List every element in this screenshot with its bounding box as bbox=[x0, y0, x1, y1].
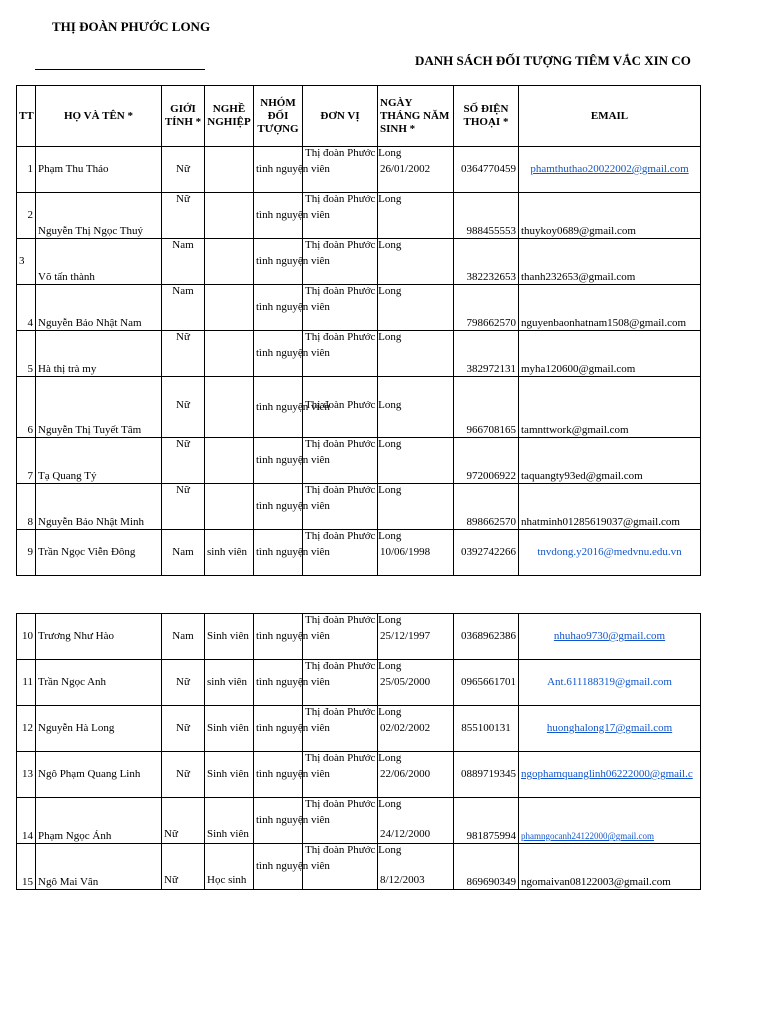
table-row bbox=[17, 530, 701, 576]
row-group: tình nguyện viên bbox=[254, 798, 303, 844]
row-sex: Nữ bbox=[162, 193, 205, 239]
row-group: tình nguyện viên bbox=[254, 660, 303, 706]
row-stt: 13 bbox=[17, 752, 36, 798]
row-group: tình nguyện viên bbox=[254, 147, 303, 193]
row-group: tình nguyện viên bbox=[254, 438, 303, 484]
table-row bbox=[17, 706, 701, 752]
row-job bbox=[205, 438, 254, 484]
row-phone: 0889719345 bbox=[454, 752, 519, 798]
table-row bbox=[17, 484, 701, 530]
row-job: Học sinh bbox=[205, 844, 254, 890]
row-stt: 6 bbox=[17, 377, 36, 438]
table-header-row bbox=[17, 86, 701, 147]
row-group: tình nguyện viên bbox=[254, 239, 303, 285]
row-group: tình nguyện viên bbox=[254, 614, 303, 660]
row-name: Nguyễn Thị Ngọc Thuý bbox=[36, 193, 162, 239]
row-job bbox=[205, 285, 254, 331]
row-phone: 966708165 bbox=[454, 377, 519, 438]
row-email: nhatminh01285619037@gmail.com bbox=[519, 484, 701, 530]
row-email: nguyenbaonhatnam1508@gmail.com bbox=[519, 285, 701, 331]
row-group: tình nguyện viên bbox=[254, 484, 303, 530]
row-email: myha120600@gmail.com bbox=[519, 331, 701, 377]
row-stt: 8 bbox=[17, 484, 36, 530]
row-unit: Thị đoàn Phước Long bbox=[303, 377, 378, 438]
row-name: Phạm Ngọc Ánh bbox=[36, 798, 162, 844]
row-group: tình nguyện viên bbox=[254, 331, 303, 377]
row-email-link[interactable]: phamthuthao20022002@gmail.com bbox=[519, 147, 701, 193]
row-sex: Nữ bbox=[162, 438, 205, 484]
row-dob: 02/02/2002 bbox=[378, 706, 454, 752]
row-email-link[interactable]: Ant.611188319@gmail.com bbox=[519, 660, 701, 706]
row-phone: 0368962386 bbox=[454, 614, 519, 660]
row-name: Nguyễn Thị Tuyết Tâm bbox=[36, 377, 162, 438]
row-unit: Thị đoàn Phước Long bbox=[303, 706, 378, 752]
row-unit: Thị đoàn Phước Long bbox=[303, 614, 378, 660]
row-sex: Nữ bbox=[162, 484, 205, 530]
signature-underline bbox=[35, 69, 205, 70]
row-stt: 1 bbox=[17, 147, 36, 193]
row-stt: 10 bbox=[17, 614, 36, 660]
row-group: tình nguyện viên bbox=[254, 530, 303, 576]
row-phone: 382972131 bbox=[454, 331, 519, 377]
row-job: sinh viên bbox=[205, 530, 254, 576]
row-email-link[interactable]: nhuhao9730@gmail.com bbox=[519, 614, 701, 660]
row-dob: 25/05/2000 bbox=[378, 660, 454, 706]
table-row bbox=[17, 331, 701, 377]
row-job: Sinh viên bbox=[205, 798, 254, 844]
row-phone: 898662570 bbox=[454, 484, 519, 530]
row-name: Võ tấn thành bbox=[36, 239, 162, 285]
row-phone: 798662570 bbox=[454, 285, 519, 331]
row-phone: 981875994 bbox=[454, 798, 519, 844]
column-header-sex: GIỚI TÍNH * bbox=[162, 86, 205, 147]
row-unit: Thị đoàn Phước Long bbox=[303, 660, 378, 706]
row-stt: 3 bbox=[17, 239, 36, 285]
row-stt: 11 bbox=[17, 660, 36, 706]
row-job: Sinh viên bbox=[205, 752, 254, 798]
row-unit: Thị đoàn Phước Long bbox=[303, 331, 378, 377]
row-job bbox=[205, 377, 254, 438]
row-name: Tạ Quang Tý bbox=[36, 438, 162, 484]
row-group: tình nguyện viên bbox=[254, 752, 303, 798]
row-phone: 869690349 bbox=[454, 844, 519, 890]
row-name: Nguyễn Hà Long bbox=[36, 706, 162, 752]
table-row bbox=[17, 798, 701, 844]
row-sex: Nam bbox=[162, 285, 205, 331]
row-sex: Nữ bbox=[162, 331, 205, 377]
row-unit: Thị đoàn Phước Long bbox=[303, 752, 378, 798]
table-row bbox=[17, 239, 701, 285]
row-phone: 0364770459 bbox=[454, 147, 519, 193]
row-job: Sinh viên bbox=[205, 706, 254, 752]
row-stt: 5 bbox=[17, 331, 36, 377]
row-sex: Nữ bbox=[162, 147, 205, 193]
row-email: tamnttwork@gmail.com bbox=[519, 377, 701, 438]
row-group: tình nguyện viên bbox=[254, 377, 303, 438]
row-sex: Nam bbox=[162, 614, 205, 660]
table-row bbox=[17, 614, 701, 660]
column-header-email: EMAIL bbox=[519, 86, 701, 147]
column-header-stt: TT bbox=[17, 86, 36, 147]
table-row bbox=[17, 844, 701, 890]
row-unit: Thị đoàn Phước Long bbox=[303, 844, 378, 890]
row-phone: 0965661701 bbox=[454, 660, 519, 706]
row-sex: Nữ bbox=[162, 752, 205, 798]
row-unit: Thị đoàn Phước Long bbox=[303, 484, 378, 530]
row-stt: 12 bbox=[17, 706, 36, 752]
row-group: tình nguyện viên bbox=[254, 193, 303, 239]
row-group: tình nguyện viên bbox=[254, 706, 303, 752]
row-unit: Thị đoàn Phước Long bbox=[303, 147, 378, 193]
column-header-phone: SỐ ĐIỆN THOẠI * bbox=[454, 86, 519, 147]
row-sex: Nữ bbox=[162, 706, 205, 752]
row-email: thanh232653@gmail.com bbox=[519, 239, 701, 285]
document-title: DANH SÁCH ĐỐI TƯỢNG TIÊM VẮC XIN CO bbox=[415, 53, 691, 68]
row-stt: 4 bbox=[17, 285, 36, 331]
row-dob: 8/12/2003 bbox=[378, 844, 454, 890]
row-name: Ngô Phạm Quang Linh bbox=[36, 752, 162, 798]
row-job: Sinh viên bbox=[205, 614, 254, 660]
row-unit: Thị đoàn Phước Long bbox=[303, 530, 378, 576]
row-dob: 26/01/2002 bbox=[378, 147, 454, 193]
row-unit: Thị đoàn Phước Long bbox=[303, 285, 378, 331]
column-header-unit: ĐƠN VỊ bbox=[303, 86, 378, 147]
row-email-link[interactable]: ngophamquanglinh06222000@gmail.c bbox=[519, 752, 701, 798]
row-unit: Thị đoàn Phước Long bbox=[303, 239, 378, 285]
column-header-name: HỌ VÀ TÊN * bbox=[36, 86, 162, 147]
row-dob: 22/06/2000 bbox=[378, 752, 454, 798]
row-stt: 9 bbox=[17, 530, 36, 576]
row-sex: Nữ bbox=[162, 660, 205, 706]
row-dob: 10/06/1998 bbox=[378, 530, 454, 576]
row-unit: Thị đoàn Phước Long bbox=[303, 798, 378, 844]
vaccination-list-table-continued bbox=[16, 613, 701, 890]
row-job bbox=[205, 331, 254, 377]
organization-name: THỊ ĐOÀN PHƯỚC LONG bbox=[52, 19, 211, 34]
column-header-dob: NGÀY THÁNG NĂM SINH * bbox=[378, 86, 454, 147]
row-sex: Nữ bbox=[162, 798, 205, 844]
row-name: Trương Như Hào bbox=[36, 614, 162, 660]
row-stt: 14 bbox=[17, 798, 36, 844]
row-job bbox=[205, 193, 254, 239]
row-name: Trần Ngọc Viễn Đông bbox=[36, 530, 162, 576]
row-stt: 7 bbox=[17, 438, 36, 484]
row-dob: 24/12/2000 bbox=[378, 798, 454, 844]
row-email-link[interactable]: huonghalong17@gmail.com bbox=[519, 706, 701, 752]
row-sex: Nữ bbox=[162, 377, 205, 438]
row-phone: 855100131 bbox=[454, 706, 519, 752]
row-job bbox=[205, 147, 254, 193]
row-sex: Nam bbox=[162, 239, 205, 285]
row-phone: 972006922 bbox=[454, 438, 519, 484]
row-name: Phạm Thu Thảo bbox=[36, 147, 162, 193]
row-email-link[interactable]: tnvdong.y2016@medvnu.edu.vn bbox=[519, 530, 701, 576]
row-email-link[interactable]: phamngocanh24122000@gmail.com bbox=[519, 798, 701, 844]
row-phone: 382232653 bbox=[454, 239, 519, 285]
row-sex: Nam bbox=[162, 530, 205, 576]
column-header-job: NGHỀ NGHIỆP bbox=[205, 86, 254, 147]
row-group: tình nguyện viên bbox=[254, 844, 303, 890]
row-group: tình nguyện viên bbox=[254, 285, 303, 331]
row-sex: Nữ bbox=[162, 844, 205, 890]
table-row bbox=[17, 438, 701, 484]
row-phone: 988455553 bbox=[454, 193, 519, 239]
table-row bbox=[17, 660, 701, 706]
row-job: sinh viên bbox=[205, 660, 254, 706]
row-email: taquangty93ed@gmail.com bbox=[519, 438, 701, 484]
table-row bbox=[17, 193, 701, 239]
row-name: Trần Ngọc Anh bbox=[36, 660, 162, 706]
vaccination-list-table bbox=[16, 85, 701, 576]
row-name: Nguyễn Bảo Nhật Nam bbox=[36, 285, 162, 331]
row-stt: 2 bbox=[17, 193, 36, 239]
table-row bbox=[17, 752, 701, 798]
row-dob: 25/12/1997 bbox=[378, 614, 454, 660]
table-row bbox=[17, 147, 701, 193]
row-name: Nguyễn Bảo Nhật Minh bbox=[36, 484, 162, 530]
row-unit: Thị đoàn Phước Long bbox=[303, 438, 378, 484]
row-phone: 0392742266 bbox=[454, 530, 519, 576]
row-name: Hà thị trà my bbox=[36, 331, 162, 377]
row-name: Ngô Mai Vân bbox=[36, 844, 162, 890]
row-job bbox=[205, 239, 254, 285]
table-row bbox=[17, 285, 701, 331]
row-stt: 15 bbox=[17, 844, 36, 890]
row-unit: Thị đoàn Phước Long bbox=[303, 193, 378, 239]
table-row bbox=[17, 377, 701, 438]
column-header-group: NHÓM ĐỐI TƯỢNG bbox=[254, 86, 303, 147]
row-email: ngomaivan08122003@gmail.com bbox=[519, 844, 701, 890]
row-job bbox=[205, 484, 254, 530]
row-email: thuykoy0689@gmail.com bbox=[519, 193, 701, 239]
